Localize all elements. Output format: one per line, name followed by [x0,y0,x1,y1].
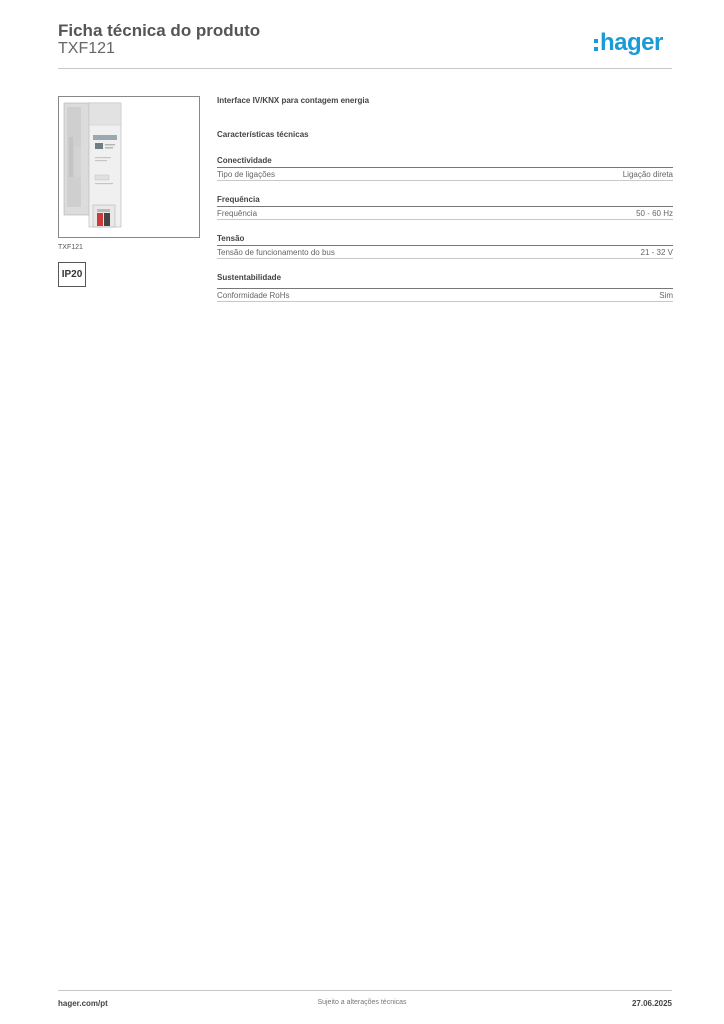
spec-key: Tensão de funcionamento do bus [217,248,335,257]
spec-row [217,206,673,220]
section-title-conectividade: Conectividade [217,156,272,165]
footer-divider [58,990,672,991]
footer-website-link[interactable]: hager.com/pt [58,999,108,1008]
spec-value: Sim [659,291,673,300]
spec-row [217,288,673,302]
spec-value: 21 - 32 V [640,248,673,257]
section-title-sustentabilidade: Sustentabilidade [217,273,282,282]
characteristics-title: Características técnicas [217,130,309,139]
product-description: Interface IV/KNX para contagem energia [217,96,370,105]
logo-text: hager [600,29,663,56]
spec-value: 50 - 60 Hz [636,209,673,218]
spec-key: Frequência [217,209,258,218]
image-caption: TXF121 [58,244,83,251]
hager-logo [594,28,663,58]
section-title-tensao: Tensão [217,234,245,243]
section-title-frequencia: Frequência [217,195,260,204]
page-title: Ficha técnica do produto [58,21,261,40]
footer-date: 27.06.2025 [631,999,672,1008]
spec-value: Ligação direta [622,170,673,179]
spec-key: Tipo de ligações [217,170,275,179]
spec-row [217,167,673,181]
ip-rating-badge: IP20 [58,262,86,287]
logo-dots-icon [594,39,598,51]
spec-row [217,245,673,259]
product-image [59,97,199,237]
footer-disclaimer: Sujeito a alterações técnicas [317,999,407,1006]
spec-key: Conformidade RoHs [217,291,290,300]
header-divider [58,68,672,69]
product-image-frame [58,96,200,238]
product-code: TXF121 [58,40,115,57]
